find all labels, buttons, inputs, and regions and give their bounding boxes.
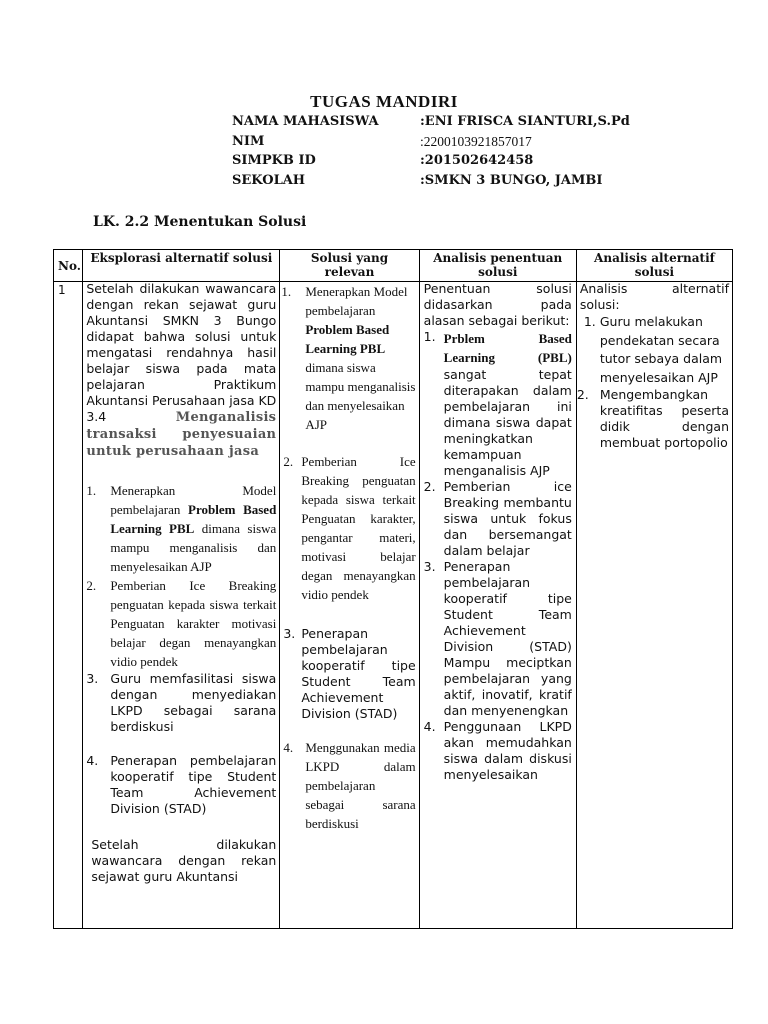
cell-analisis-penentuan: [419, 282, 576, 929]
identity-value: :2200103921857017: [420, 133, 532, 149]
identity-label: SIMPKB ID: [232, 153, 316, 168]
identity-label: NAMA MAHASISWA: [232, 114, 379, 129]
table-header-row: [54, 250, 733, 282]
list-item: 2. Pemberian Ice Breaking penguatan kepada siswa terkait Penguatan karakter, pengantar materi, motivasi belajar degan menayangkan vidio pendek: [283, 454, 416, 602]
list-item: 2. Pemberian Ice Breaking penguatan kepada siswa terkait Penguatan karakter motivasi belajar degan menayangkan vidio pendek: [86, 578, 277, 669]
cell-no: 1: [54, 282, 83, 929]
cell-analisis-alternatif: [576, 282, 732, 929]
solusi-list: [283, 282, 415, 833]
identity-label: NIM: [232, 133, 265, 149]
list-item: 2. Mengembangkan kreatifitas peserta didik dengan membuat portopolio: [576, 387, 729, 450]
section-subtitle: LK. 2.2 Menentukan Solusi: [93, 214, 307, 230]
identity-value: :SMKN 3 BUNGO, JAMBI: [420, 172, 603, 188]
analisis-penentuan-intro: Penentuan solusi didasarkan pada alasan sebagai berikut:: [423, 281, 572, 328]
header-analisis-alternatif: Analisis alternatif solusi: [576, 250, 732, 282]
analisis-alternatif-list: [576, 313, 729, 451]
list-item: 1. Guru melakukan pendekatan secara tutor sebaya dalam menyelesaikan AJP: [583, 314, 723, 385]
eksplorasi-intro: Setelah dilakukan wawancara dengan rekan sejawat guru Akuntansi SMKN 3 Bungo didapat bahwa solusi untuk mengatasi rendahnya hasil belajar siswa pada mata pelajaran Praktikum Akuntansi Perusahaan jasa KD 3.4 Menganalisis transaksi penyesuaian untuk perusahaan jasa: [86, 281, 277, 459]
list-item: 4. Penerapan pembelajaran kooperatif tipe Student Team Achievement Division (STAD): [86, 753, 277, 816]
identity-row-simpkb: [232, 151, 630, 171]
header-eksplorasi: Eksplorasi alternatif solusi: [83, 250, 280, 282]
document-title: TUGAS MANDIRI: [310, 92, 458, 111]
list-item: 2. Pemberian ice Breaking membantu siswa untuk fokus dan bersemangat dalam belajar: [423, 479, 572, 558]
identity-row-name: [232, 112, 630, 132]
list-item: 3. Penerapan pembelajaran kooperatif tipe Student Team Achievement Division (STAD) Mampu meciptkan pembelajaran yang aktif, inovatif, kratif dan menyenengkan: [423, 559, 572, 718]
list-item: 4. Menggunakan media LKPD dalam pembelajaran sebagai sarana berdiskusi: [283, 740, 416, 831]
identity-row-sekolah: [232, 171, 630, 191]
list-item: 3. Penerapan pembelajaran kooperatif tipe Student Team Achievement Division (STAD): [283, 626, 416, 721]
eksplorasi-highlight: Menganalisis transaksi penyesuaian untuk perusahaan jasa: [86, 410, 277, 459]
cell-eksplorasi: [83, 282, 280, 929]
header-no: No.: [54, 250, 83, 282]
table-row: [54, 282, 733, 929]
header-analisis-penentuan: Analisis penentuan solusi: [419, 250, 576, 282]
list-item: 3. Guru memfasilitasi siswa dengan menyediakan LKPD sebagai sarana berdiskusi: [86, 671, 277, 734]
identity-value: :ENI FRISCA SIANTURI,S.Pd: [420, 114, 630, 129]
cell-solusi: [280, 282, 419, 929]
list-item: 1. Prblem Based Learning (PBL) sangat tepat diterapakan dalam pembelajaran ini dimana siswa dapat meningkatkan kemampuan menganalisis AJP: [423, 329, 572, 478]
list-item: 1. Menerapkan Model pembelajaran Problem Based Learning PBL dimana siswa mampu menganalisis dan menyelesaikan AJP: [281, 284, 416, 432]
analisis-alternatif-intro: Analisis alternatif solusi:: [579, 281, 729, 312]
identity-block: [232, 112, 630, 190]
identity-row-nim: [232, 132, 630, 152]
identity-label: SEKOLAH: [232, 172, 306, 188]
eksplorasi-outro: Setelah dilakukan wawancara dengan rekan sejawat guru Akuntansi: [91, 837, 277, 884]
analisis-penentuan-list: [424, 329, 572, 783]
eksplorasi-list: [86, 481, 276, 817]
list-item: 1. Menerapkan Model pembelajaran Problem Based Learning PBL dimana siswa mampu menganalisis dan menyelesaikan AJP: [86, 483, 277, 574]
solution-table: [53, 249, 733, 929]
header-solusi: Solusi yang relevan: [280, 250, 419, 282]
identity-value: :201502642458: [420, 153, 534, 168]
list-item: 4. Penggunaan LKPD akan memudahkan siswa dalam diskusi menyelesaikan: [423, 719, 572, 782]
